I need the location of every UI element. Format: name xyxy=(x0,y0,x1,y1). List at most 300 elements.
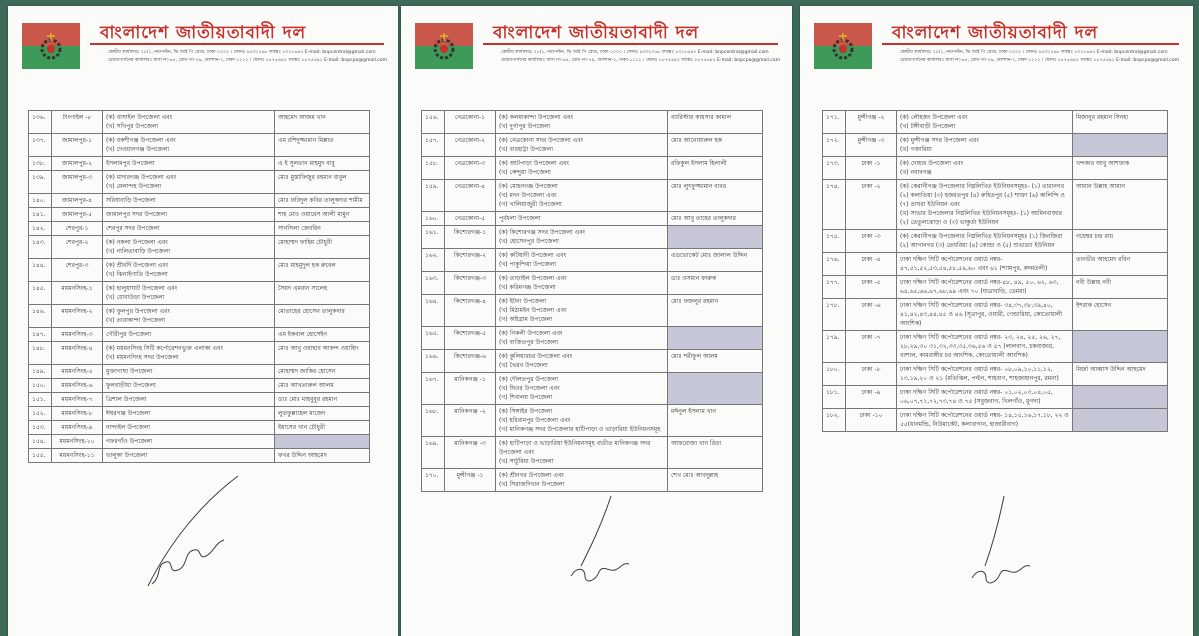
constituency-name: ময়মনসিংহ-৪ xyxy=(52,342,103,365)
table-row xyxy=(29,421,370,435)
constituency-name: ঢাকা -১ xyxy=(846,157,897,180)
candidate-name xyxy=(1073,386,1168,409)
candidate-name: ডাঃ মোঃ মাহবুবুর রহমান xyxy=(275,393,370,407)
candidate-name xyxy=(1073,134,1168,157)
constituency-name: শেরপুর-২ xyxy=(52,236,103,259)
table-row xyxy=(422,249,763,272)
candidate-name: মঈনুল ইসলাম খান xyxy=(668,405,763,437)
candidate-name xyxy=(1073,331,1168,363)
serial-number: ১৭৭. xyxy=(823,276,846,299)
serial-number: ১৮১. xyxy=(823,386,846,409)
table-row xyxy=(823,134,1168,157)
area-line: ফুলবাড়ীয়া উপজেলা xyxy=(106,382,156,389)
constituency-area xyxy=(496,327,668,350)
candidate-name: এম রশিদুজ্জামান মিল্লাত xyxy=(275,134,370,157)
area-line: (ক) মোহনগঞ্জ উপজেলা xyxy=(499,183,558,190)
table-row xyxy=(823,299,1168,331)
constituency-name: ময়মনসিংহ-১১ xyxy=(52,449,103,463)
constituency-name: মানিকগঞ্জ -২ xyxy=(445,405,496,437)
candidate-name: মোঃ আবু তাহের তালুকদার xyxy=(668,212,763,226)
area-line: (খ) মদন উপজেলা এবং xyxy=(499,192,557,199)
emblem-icon xyxy=(831,31,855,61)
serial-number: ১৬৪. xyxy=(422,295,445,327)
table-row xyxy=(29,407,370,421)
candidate-name: মোঃ আখতারুল আলম xyxy=(275,379,370,393)
central-office-address: কেন্দ্রীয় কার্যালয়ঃ ২৮/১, নয়াপল্টন, ভি আই পি রোড, ঢাকা-১০০০ । ফোনঃ ৯৩৩১০৬৮ ফ্যাক্সঃ ৮৩১৮৬৯৭ E-mail: bnpcentral@gmail.com xyxy=(501,50,769,55)
candidate-name: মোঃ ফজলুর রহমান xyxy=(668,295,763,327)
header-divider xyxy=(483,43,778,45)
constituency-name: শেরপুর-১ xyxy=(52,222,103,236)
serial-number: ১৬৭. xyxy=(422,373,445,405)
area-line: (খ) ধোবাউড়া উপজেলা xyxy=(106,294,165,301)
party-flag-logo xyxy=(814,23,872,69)
area-line: জামালপুর সদর উপজেলা xyxy=(106,211,167,218)
serial-number: ১৩৭. xyxy=(29,134,52,157)
document-page-2 xyxy=(401,6,792,636)
constituency-area xyxy=(103,194,275,208)
constituency-area xyxy=(103,449,275,463)
candidate-name: মোঃ ফরিদুল কবির তালুকদার শামীম xyxy=(275,194,370,208)
table-row xyxy=(823,253,1168,276)
candidate-name xyxy=(668,327,763,350)
serial-number: ১৪৭. xyxy=(29,328,52,342)
constituency-area xyxy=(496,157,668,180)
constituency-name: কিশোরগঞ্জ-৩ xyxy=(445,272,496,295)
constituency-name: কিশোরগঞ্জ-২ xyxy=(445,249,496,272)
constituency-area xyxy=(897,276,1073,299)
serial-number: ১৭৬. xyxy=(823,253,846,276)
candidate-name: আফরোজা খান রিতা xyxy=(668,437,763,469)
area-line: (ক) শ্রীনগর উপজেলা এবং xyxy=(499,472,564,479)
constituency-area xyxy=(103,171,275,194)
area-line: (খ) ঘিওর উপজেলা এবং xyxy=(499,385,560,392)
header-divider xyxy=(882,43,1179,45)
table-row xyxy=(29,236,370,259)
party-name-heading: বাংলাদেশ জাতীয়তাবাদী দল xyxy=(892,23,1099,43)
handwritten-signature xyxy=(138,466,268,596)
candidate-name: মোঃ মাহমুদুল হক রুবেল xyxy=(275,259,370,282)
candidate-name: নবী উল্লাহ নবী xyxy=(1073,276,1168,299)
constituency-name: মানিকগঞ্জ -৩ xyxy=(445,437,496,469)
constituency-name: ঢাকা -১০ xyxy=(846,409,897,432)
area-line: (খ) মিঠামইন উপজেলা এবং xyxy=(499,307,567,314)
candidate-name: মোতাহের হোসেন তালুকদার xyxy=(275,305,370,328)
handwritten-signature xyxy=(561,486,691,616)
area-line: (খ) পাকুন্দিয়া উপজেলা xyxy=(499,261,556,268)
area-line: (ক) লৌহজং উপজেলা এবং xyxy=(900,114,968,121)
table-row xyxy=(29,393,370,407)
serial-number: ১৫৪. xyxy=(29,435,52,449)
constituency-name: নেত্রকোনা-৪ xyxy=(445,180,496,212)
table-row xyxy=(422,212,763,226)
constituency-name: ময়মনসিংহ-৮ xyxy=(52,407,103,421)
emblem-icon xyxy=(432,31,456,61)
area-line: (খ) ঝিনাইগাতি উপজেলা xyxy=(106,271,168,278)
constituency-area xyxy=(103,134,275,157)
serial-number: ১৫৫. xyxy=(29,449,52,463)
table-row xyxy=(29,435,370,449)
candidate-name: মোঃ আবু ওয়াহাব আকন্দ ওয়াহিদ xyxy=(275,342,370,365)
table-row xyxy=(823,157,1168,180)
constituency-name: ঢাকা -৭ xyxy=(846,331,897,363)
serial-number: ১৭৮. xyxy=(823,299,846,331)
area-line: (ক) দোহার উপজেলা এবং xyxy=(900,160,964,167)
constituency-name: ঢাকা -৬ xyxy=(846,299,897,331)
serial-number: ১৮২. xyxy=(823,409,846,432)
candidate-name: আমান উল্লাহ আমান xyxy=(1073,180,1168,230)
constituency-name: কিশোরগঞ্জ-৫ xyxy=(445,327,496,350)
table-row xyxy=(29,259,370,282)
area-line: (খ) হোসেনপুর উপজেলা xyxy=(499,238,559,245)
table-row xyxy=(422,272,763,295)
party-flag-logo xyxy=(22,23,80,69)
constituency-area xyxy=(496,134,668,157)
serial-number: ১৭৪. xyxy=(823,180,846,230)
area-line: (গ) খালিয়াজুরী উপজেলা xyxy=(499,201,562,208)
serial-number: ১৭১. xyxy=(823,111,846,134)
area-line: (গ) মানিকগঞ্জ সদর উপজেলার হাটিপাড়া ও ভাড়ারিয়া ইউনিয়নসমূহ xyxy=(499,426,661,433)
document-page-1 xyxy=(8,6,398,636)
table-row xyxy=(422,437,763,469)
area-line: (খ) মেলান্দহ উপজেলা xyxy=(106,183,162,190)
constituency-area xyxy=(897,386,1073,409)
constituency-area xyxy=(496,350,668,373)
area-line: (ক) নেত্রকোনা সদর উপজেলা এবং xyxy=(499,137,584,144)
table-row xyxy=(422,180,763,212)
table-row xyxy=(422,373,763,405)
constituency-area xyxy=(496,373,668,405)
table-row xyxy=(29,282,370,305)
table-row xyxy=(29,194,370,208)
constituency-area xyxy=(897,363,1073,386)
constituency-area xyxy=(103,208,275,222)
candidate-name: মির্জা আব্বাস উদ্দিন আহমেদ xyxy=(1073,363,1168,386)
area-line: (ক) কেরানীগঞ্জ উপজেলার নিম্নলিখিত ইউনিয়নসমূহঃ (১) জিনজিরা (২) আগানগর (৩) তেঘরিয়া (৪) কোন্ডা ও (৫) শুভাড্যা ইউনিয়ন xyxy=(900,233,1063,249)
constituency-area xyxy=(103,407,275,421)
serial-number: ১৪৯. xyxy=(29,365,52,379)
serial-number: ১৭২. xyxy=(823,134,846,157)
document-page-3 xyxy=(800,6,1193,636)
table-row xyxy=(422,134,763,157)
constituency-area xyxy=(496,212,668,226)
chairperson-office-address: চেয়ারপার্সনের কার্যালয়ঃ বাসা নং-৬৫, রোড নং-৭৯, গুলশান-২, ঢাকা-১২১২ । ফোনঃ ৮৮৭৫৬৯২ ফ্যাক্সঃ ৮৮৭৫৬৯২ E-mail: bnpcpo@gmail.com xyxy=(501,58,781,63)
candidate-name: রফিকুল ইসলাম হিলালী xyxy=(668,157,763,180)
candidate-name: লুতফুল্লাহেল মাজেদ xyxy=(275,407,370,421)
area-line: ঢাকা দক্ষিণ সিটি কর্পোরেশনের ওয়ার্ড নম্বর- ০১,০২,০৩,০৪,০৫, ০৬,০৭,৭১,৭২,৭৩,৭৪ ও ৭৫ (সবুজবাগ, খিলগাঁও, মুগদা) xyxy=(900,389,1053,405)
constituency-area xyxy=(496,295,668,327)
area-line: (ক) বকশীগঞ্জ উপজেলা এবং xyxy=(106,137,176,144)
constituency-area xyxy=(103,157,275,171)
candidate-name: সানসিলা জেবরিন xyxy=(275,222,370,236)
constituency-name: ঢাকা -৮ xyxy=(846,363,897,386)
area-line: (ক) মাদারগঞ্জ উপজেলা এবং xyxy=(106,174,177,181)
candidate-name: এডভোকেট মোঃ জালাল উদ্দিন xyxy=(668,249,763,272)
constituency-name: নেত্রকোনা-৩ xyxy=(445,157,496,180)
constituency-name: জামালপুর-৪ xyxy=(52,194,103,208)
table-row xyxy=(422,350,763,373)
candidate-name xyxy=(668,373,763,405)
candidate-name xyxy=(668,226,763,249)
table-row xyxy=(823,276,1168,299)
table-row xyxy=(422,157,763,180)
constituency-area xyxy=(103,236,275,259)
candidate-name: গয়েশ্বর চন্দ্র রায় xyxy=(1073,230,1168,253)
constituency-name: জামালপুর-৩ xyxy=(52,171,103,194)
candidate-name xyxy=(1073,409,1168,432)
constituency-name: ময়মনসিংহ-৯ xyxy=(52,421,103,435)
area-line: (ক) কেরানীগঞ্জ উপজেলার নিম্নলিখিত ইউনিয়নসমূহঃ- (১) তারানগর (২) কলাতিয়া (৩) হজরতপুর (৪) রুহিতপুর (৫) শাক্তা (৬) কালিন্দি ও (৭) তাঘরা ইউনিয়ন এবং xyxy=(900,183,1065,208)
constituency-name: নেত্রকোনা-১ xyxy=(445,111,496,134)
party-name-heading: বাংলাদেশ জাতীয়তাবাদী দল xyxy=(493,23,700,43)
area-line: (খ) সখিপুর উপজেলা xyxy=(106,123,159,130)
central-office-address: কেন্দ্রীয় কার্যালয়ঃ ২৮/১, নয়াপল্টন, ভি আই পি রোড, ঢাকা-১০০০ । ফোনঃ ৯৩৩১০৬৮ ফ্যাক্সঃ ৮৩১৮৬৯৭ E-mail: bnpcentral@gmail.com xyxy=(108,50,376,55)
serial-number: ১৫৩. xyxy=(29,421,52,435)
constituency-area xyxy=(103,379,275,393)
area-line: ভালুকা উপজেলা xyxy=(106,452,148,459)
table-row xyxy=(422,111,763,134)
area-line: (ক) কলমাকান্দা উপজেলা এবং xyxy=(499,114,574,121)
constituency-name: ময়মনসিংহ-৩ xyxy=(52,328,103,342)
constituency-area xyxy=(897,157,1073,180)
table-row xyxy=(823,111,1168,134)
constituency-area xyxy=(897,134,1073,157)
serial-number: ১৬২. xyxy=(422,249,445,272)
constituency-name: ময়মনসিংহ-৬ xyxy=(52,379,103,393)
area-line: (ক) সিঙ্গাইর উপজেলা xyxy=(499,408,553,415)
header-divider xyxy=(90,43,384,45)
constituency-name: কিশোরগঞ্জ-৪ xyxy=(445,295,496,327)
constituency-name: ঢাকা -৩ xyxy=(846,230,897,253)
table-row xyxy=(422,226,763,249)
area-line: পূর্বধলা উপজেলা xyxy=(499,215,541,222)
constituency-area xyxy=(103,222,275,236)
table-row xyxy=(29,449,370,463)
table-row xyxy=(29,222,370,236)
candidate-name: ইশরাক হোসেন xyxy=(1073,299,1168,331)
area-line: (ক) শ্রীবর্দি উপজেলা এবং xyxy=(106,262,169,269)
table-row xyxy=(29,157,370,171)
serial-number: ১৩৯. xyxy=(29,171,52,194)
area-line: ঢাকা দক্ষিণ সিটি কর্পোরেশনের ওয়ার্ড নম্বর- ১৪,১৫,১৬,১৭,১৮, ২২ ও ৫৫(ধানমন্ডি, নিউমার্কেট, কলাবাগান, হাজারীবাগ) xyxy=(900,412,1069,428)
serial-number: ১৪৫. xyxy=(29,282,52,305)
serial-number: ১৬০. xyxy=(422,212,445,226)
area-line: ঢাকা দক্ষিণ সিটি কর্পোরেশনের ওয়ার্ড নম্বর- ০৮,০৯,১০,১১,১২, ১৩,১৯,২০ ও ২১ (মতিঝিল, পল্টন, শাহবাগ, শাহজাহানপুর, রমনা) xyxy=(900,366,1059,382)
candidate-name: শেখ মোঃ আবদুল্লাহ xyxy=(668,469,763,492)
constituency-area xyxy=(897,299,1073,331)
candidate-name: ইয়াসের খান চৌধুরী xyxy=(275,421,370,435)
table-row xyxy=(823,363,1168,386)
serial-number: ১৫৮. xyxy=(422,157,445,180)
constituency-name: মুন্সীগঞ্জ -১ xyxy=(445,469,496,492)
serial-number: ১৪৬. xyxy=(29,305,52,328)
constituency-name: জামালপুর-২ xyxy=(52,157,103,171)
candidate-name: মোঃ মুস্তাফিজুর রহমান বাবুল xyxy=(275,171,370,194)
constituency-area xyxy=(496,180,668,212)
candidate-name: ডাঃ ওসমান ফারুক xyxy=(668,272,763,295)
constituency-area xyxy=(496,249,668,272)
constituency-name: নেত্রকোনা-৫ xyxy=(445,212,496,226)
table-row xyxy=(29,171,370,194)
area-line: সরিষাবাড়ি উপজেলা xyxy=(106,197,156,204)
constituency-area xyxy=(496,111,668,134)
constituency-area xyxy=(103,111,275,134)
serial-number: ১৫৭. xyxy=(422,134,445,157)
area-line: (খ) তারাকান্দা উপজেলা xyxy=(106,317,165,324)
table-row xyxy=(823,180,1168,230)
area-line: (খ) নবাবগঞ্জ xyxy=(900,169,932,176)
candidate-name: ফখর উদ্দিন আহমেদ xyxy=(275,449,370,463)
serial-number: ১৬৫. xyxy=(422,327,445,350)
constituency-name: ঢাকা -৫ xyxy=(846,276,897,299)
constituency-name: ময়মনসিংহ-৫ xyxy=(52,365,103,379)
area-line: ঢাকা দক্ষিণ সিটি কর্পোরেশনের ওয়ার্ড নম্বর- ৪৭,৫১,৫২,৫৩,৫৪,৫৮,৫৯,৬০ এবং ৬১ (শ্যামপুর, কদমতলী) xyxy=(900,256,1048,272)
serial-number: ১৪৩. xyxy=(29,236,52,259)
serial-number: ১৪৪. xyxy=(29,259,52,282)
area-line: (ক) নকলা উপজেলা এবং xyxy=(106,239,168,246)
area-line: (খ) বারহাট্টা উপজেলা xyxy=(499,146,553,153)
emblem-icon xyxy=(39,31,63,61)
serial-number: ১৫৯. xyxy=(422,180,445,212)
constituency-name: ঢাকা -৪ xyxy=(846,253,897,276)
serial-number: ১৫১. xyxy=(29,393,52,407)
area-line: (খ) দেওয়ানগঞ্জ উপজেলা xyxy=(106,146,170,153)
constituency-name: শেরপুর-৩ xyxy=(52,259,103,282)
constituency-area xyxy=(103,393,275,407)
handwritten-signature xyxy=(960,486,1090,616)
constituency-area xyxy=(103,259,275,282)
area-line: (ক) আটপাড়া উপজেলা এবং xyxy=(499,160,569,167)
area-line: (খ) হরিরামপুর উপজেলা এবং xyxy=(499,417,571,424)
area-line: ত্রিশাল উপজেলা xyxy=(106,396,147,403)
chairperson-office-address: চেয়ারপার্সনের কার্যালয়ঃ বাসা নং-৬৫, রোড নং-৭৯, গুলশান-২, ঢাকা-১২১২ । ফোনঃ ৮৮৭৫৬৯২ ফ্যাক্সঃ ৮৮৭৫৬৯২ E-mail: bnpcpo@gmail.com xyxy=(108,58,388,63)
constituency-name: ময়মনসিংহ-১ xyxy=(52,282,103,305)
area-line: (খ) বাজিতপুর উপজেলা xyxy=(499,339,559,346)
constituency-name: মুন্সীগঞ্জ -৩ xyxy=(846,134,897,157)
area-line: (ক) ময়মনসিংহ সিটি কর্পোরেশনভুক্ত এলাকা এবং xyxy=(106,345,224,352)
area-line: (ক) ফুলপুর উপজেলা এবং xyxy=(106,308,171,315)
constituency-name: ময়মনসিংহ-২ xyxy=(52,305,103,328)
serial-number: ১৮০. xyxy=(823,363,846,386)
candidate-name: মোহাম্মদ ফাহিম চৌধুরী xyxy=(275,236,370,259)
constituency-name: নেত্রকোনা-২ xyxy=(445,134,496,157)
area-line: ঢাকা দক্ষিণ সিটি কর্পোরেশনের ওয়ার্ড নম্বর- ২৩, ২৪, ২৫, ২৬, ২৭, ২৮,২৯,৩০ ৩১,৩২,৩৩,৩৫,৩৬,৫৬ ও ৫৭ (লালবাগ, চকবাজার, বংশাল, কামরাঙ্গীর চর আংশিক, কোতোয়ালী আংশিক) xyxy=(900,334,1061,359)
area-line: (ক) তাড়াইল উপজেলা এবং xyxy=(499,275,567,282)
serial-number: ১৬৮. xyxy=(422,405,445,437)
area-line: (ক) ইটনা উপজেলা xyxy=(499,298,547,305)
candidate-name: মোঃ লুৎফুজ্জামান বাবর xyxy=(668,180,763,212)
constituency-area xyxy=(496,437,668,469)
constituency-name: মানিকগঞ্জ -১ xyxy=(445,373,496,405)
area-line: (ক) কুলিয়ারচর উপজেলা এবং xyxy=(499,353,573,360)
table-row xyxy=(823,386,1168,409)
constituency-area xyxy=(103,421,275,435)
table-row xyxy=(422,405,763,437)
area-line: (ক) মুন্সীগঞ্জ সদর উপজেলা এবং xyxy=(900,137,979,144)
serial-number: ১৫০. xyxy=(29,379,52,393)
area-line: (খ) দুর্গাপুর উপজেলা xyxy=(499,123,551,130)
constituency-area xyxy=(897,253,1073,276)
area-line: (ক) নিকলী উপজেলা এবং xyxy=(499,330,563,337)
area-line: (ক) দৌলতপুর উপজেলা xyxy=(499,376,559,383)
constituency-candidate-table xyxy=(28,110,370,463)
serial-number: ১৪০. xyxy=(29,194,52,208)
candidate-name: ব্যারিস্টার কায়সার কামাল xyxy=(668,111,763,134)
candidate-name xyxy=(275,435,370,449)
serial-number: ১৭০. xyxy=(422,469,445,492)
constituency-area xyxy=(103,305,275,328)
table-row xyxy=(29,365,370,379)
area-line: মুক্তাগাছা উপজেলা xyxy=(106,368,153,375)
area-line: গৌরীপুর উপজেলা xyxy=(106,331,152,338)
constituency-area xyxy=(496,272,668,295)
area-line: (ক) হালুয়াঘাট উপজেলা এবং xyxy=(106,285,178,292)
serial-number: ১৪২. xyxy=(29,222,52,236)
candidate-name: মোঃ আনোয়ারুল হক xyxy=(668,134,763,157)
constituency-name: জামালপুর-৫ xyxy=(52,208,103,222)
area-line: ইসলামপুর উপজেলা xyxy=(106,160,155,167)
constituency-area xyxy=(897,111,1073,134)
candidate-name: মোহাম্মদ জাকির হোসেন xyxy=(275,365,370,379)
table-row xyxy=(823,409,1168,432)
area-line: ঢাকা দক্ষিণ সিটি কর্পোরেশনের ওয়ার্ড নম্বর- ৩৪,৩৭,৩৮,৩৯,৪০, ৪১,৪২,৪৩,৪৪,৪৫ ও ৪৬ (সূত্রাপুর, ওয়ারী, গেন্ডারিয়া, কোতোয়ালী আংশিক) xyxy=(900,302,1063,327)
table-row xyxy=(29,342,370,365)
table-row xyxy=(29,305,370,328)
candidate-name: মিজানুর রহমান সিনহা xyxy=(1073,111,1168,134)
constituency-name: ময়মনসিংহ-১০ xyxy=(52,435,103,449)
serial-number: ১৬৬. xyxy=(422,350,445,373)
area-line: (খ) গজারিয়া xyxy=(900,146,932,153)
table-row xyxy=(422,327,763,350)
table-row xyxy=(823,230,1168,253)
constituency-area xyxy=(897,409,1073,432)
candidate-name: সৈয়দ এমরান সালেহ xyxy=(275,282,370,305)
area-line: (ক) বাসাইল উপজেলা এবং xyxy=(106,114,173,121)
constituency-name: মুন্সীগঞ্জ -২ xyxy=(846,111,897,134)
central-office-address: কেন্দ্রীয় কার্যালয়ঃ ২৮/১, নয়াপল্টন, ভি আই পি রোড, ঢাকা-১০০০ । ফোনঃ ৯৩৩১০৬৮ ফ্যাক্সঃ ৮৩১৮৬৯৭ E-mail: bnpcentral@gmail.com xyxy=(900,50,1168,55)
constituency-candidate-table xyxy=(822,110,1168,432)
constituency-name: ঢাকা -৯ xyxy=(846,386,897,409)
table-row xyxy=(29,208,370,222)
area-line: (খ) সাটুরিয়া উপজেলা xyxy=(499,458,554,465)
constituency-area xyxy=(496,226,668,249)
table-row xyxy=(29,328,370,342)
serial-number: ১৬৯. xyxy=(422,437,445,469)
constituency-area xyxy=(496,405,668,437)
area-line: (গ) শিবালয় উপজেলা xyxy=(499,394,553,401)
candidate-name: এ ই সুলতান মাহমুদ বাবু xyxy=(275,157,370,171)
serial-number: ১৭৩. xyxy=(823,157,846,180)
table-row xyxy=(29,379,370,393)
area-line: (খ) সাভার উপজেলার নিম্নলিখিত ইউনিয়নসমূহঃ- (১) আমিনবাজার (২) তেতুলঝোড়া ও (৩) ভাকুর্তা ইউনিয়ন xyxy=(900,210,1062,226)
area-line: নান্দাইল উপজেলা xyxy=(106,424,151,431)
serial-number: ১৩৬. xyxy=(29,111,52,134)
constituency-area xyxy=(103,282,275,305)
serial-number: ১৪১. xyxy=(29,208,52,222)
serial-number: ১৬১. xyxy=(422,226,445,249)
constituency-name: কিশোরগঞ্জ-৬ xyxy=(445,350,496,373)
serial-number: ১৬৩. xyxy=(422,272,445,295)
constituency-name: কিশোরগঞ্জ-১ xyxy=(445,226,496,249)
constituency-area xyxy=(897,230,1073,253)
area-line: (খ) টঙ্গীবাড়ী উপজেলা xyxy=(900,123,956,130)
constituency-candidate-table xyxy=(421,110,763,492)
constituency-area xyxy=(897,180,1073,230)
serial-number: ১৩৮. xyxy=(29,157,52,171)
table-row xyxy=(29,111,370,134)
table-row xyxy=(29,134,370,157)
serial-number: ১৫২. xyxy=(29,407,52,421)
table-row xyxy=(823,331,1168,363)
